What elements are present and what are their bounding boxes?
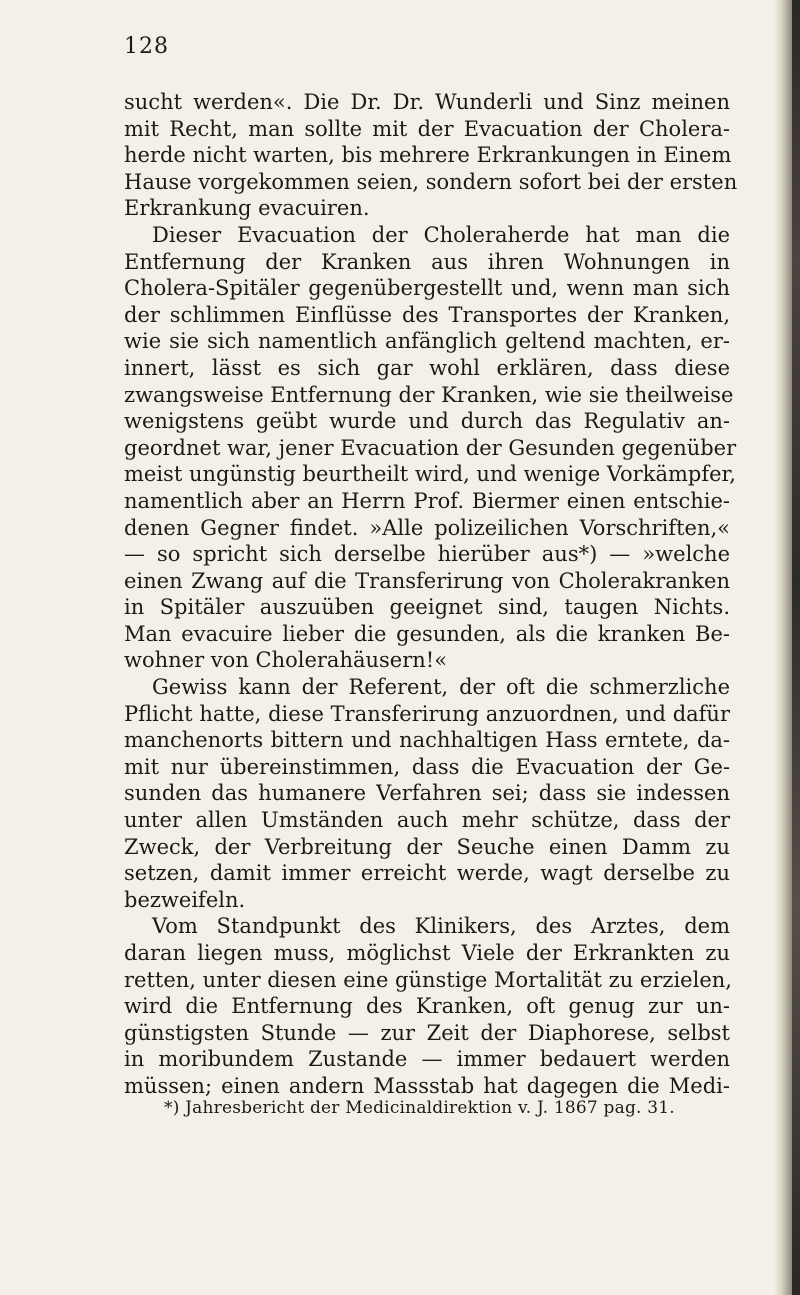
text-line: Man evacuire lieber die gesunden, als die kranken Be- — [124, 621, 730, 646]
text-line: Gewiss kann der Referent, der oft die schmerzliche — [152, 675, 730, 700]
text-line: müssen; einen andern Massstab hat dagegen die Medi- — [124, 1073, 730, 1098]
text-line: Cholera-Spitäler gegenübergestellt und, wenn man sich — [124, 276, 730, 301]
text-line: bezweifeln. — [124, 887, 246, 912]
body-text — [124, 89, 738, 1100]
text-line: günstigsten Stunde — zur Zeit der Diaphorese, selbst — [124, 1020, 730, 1045]
text-line: wohner von Cholerahäusern!« — [124, 648, 448, 673]
text-line: herde nicht warten, bis mehrere Erkrankungen in Einem — [124, 143, 732, 168]
text-line: manchenorts bittern und nachhaltigen Hass erntete, da- — [124, 728, 730, 753]
text-line: Hause vorgekommen seien, sondern sofort bei der ersten — [124, 169, 738, 194]
text-line: der schlimmen Einflüsse des Transportes der Kranken, — [124, 302, 730, 327]
text-line: retten, unter diesen eine günstige Mortalität zu erzielen, — [124, 967, 732, 992]
text-line: meist ungünstig beurtheilt wird, und wenige Vorkämpfer, — [124, 462, 736, 487]
text-line: Pflicht hatte, diese Transferirung anzuordnen, und dafür — [124, 701, 730, 726]
text-line: Zweck, der Verbreitung der Seuche einen Damm zu — [124, 834, 730, 859]
book-binding-edge — [792, 0, 800, 1295]
text-line: sucht werden«. Die Dr. Dr. Wunderli und Sinz meinen — [124, 90, 730, 114]
text-line: einen Zwang auf die Transferirung von Cholerakranken — [124, 568, 730, 593]
text-line: sunden das humanere Verfahren sei; dass sie indessen — [124, 781, 730, 806]
text-line: unter allen Umständen auch mehr schütze, dass der — [124, 808, 730, 833]
text-line: Entfernung der Kranken aus ihren Wohnungen in — [124, 249, 730, 274]
text-line: wird die Entfernung des Kranken, oft genug zur un- — [124, 994, 730, 1019]
text-line: namentlich aber an Herrn Prof. Biermer einen entschie- — [124, 488, 730, 513]
footnote: *) Jahresbericht der Medicinaldirektion v. J. 1867 pag. 31. — [164, 1098, 675, 1118]
text-line: Dieser Evacuation der Choleraherde hat man die — [152, 222, 730, 247]
page-number: 128 — [124, 34, 169, 59]
text-line: innert, lässt es sich gar wohl erklären, dass diese — [124, 355, 730, 380]
text-line: in moribundem Zustande — immer bedauert werden — [124, 1047, 730, 1072]
text-line: geordnet war, jener Evacuation der Gesunden gegenüber — [124, 435, 737, 460]
text-line: wie sie sich namentlich anfänglich geltend machten, er- — [124, 329, 730, 354]
text-line: Erkrankung evacuiren. — [124, 196, 370, 221]
text-line: zwangsweise Entfernung der Kranken, wie sie theilweise — [124, 382, 734, 407]
text-line: in Spitäler auszuüben geeignet sind, taugen Nichts. — [124, 595, 730, 620]
text-line: Vom Standpunkt des Klinikers, des Arztes, dem — [152, 914, 730, 939]
text-line: — so spricht sich derselbe hierüber aus*) — »welche — [124, 542, 730, 567]
text-line: mit Recht, man sollte mit der Evacuation der Cholera- — [124, 116, 730, 141]
text-line: denen Gegner findet. »Alle polizeilichen Vorschriften,« — [124, 515, 730, 540]
text-line: daran liegen muss, möglichst Viele der Erkrankten zu — [124, 941, 730, 965]
text-line: mit nur übereinstimmen, dass die Evacuation der Ge- — [124, 754, 730, 779]
text-line: wenigstens geübt wurde und durch das Regulativ an- — [124, 409, 730, 434]
text-line: setzen, damit immer erreicht werde, wagt derselbe zu — [124, 861, 730, 886]
